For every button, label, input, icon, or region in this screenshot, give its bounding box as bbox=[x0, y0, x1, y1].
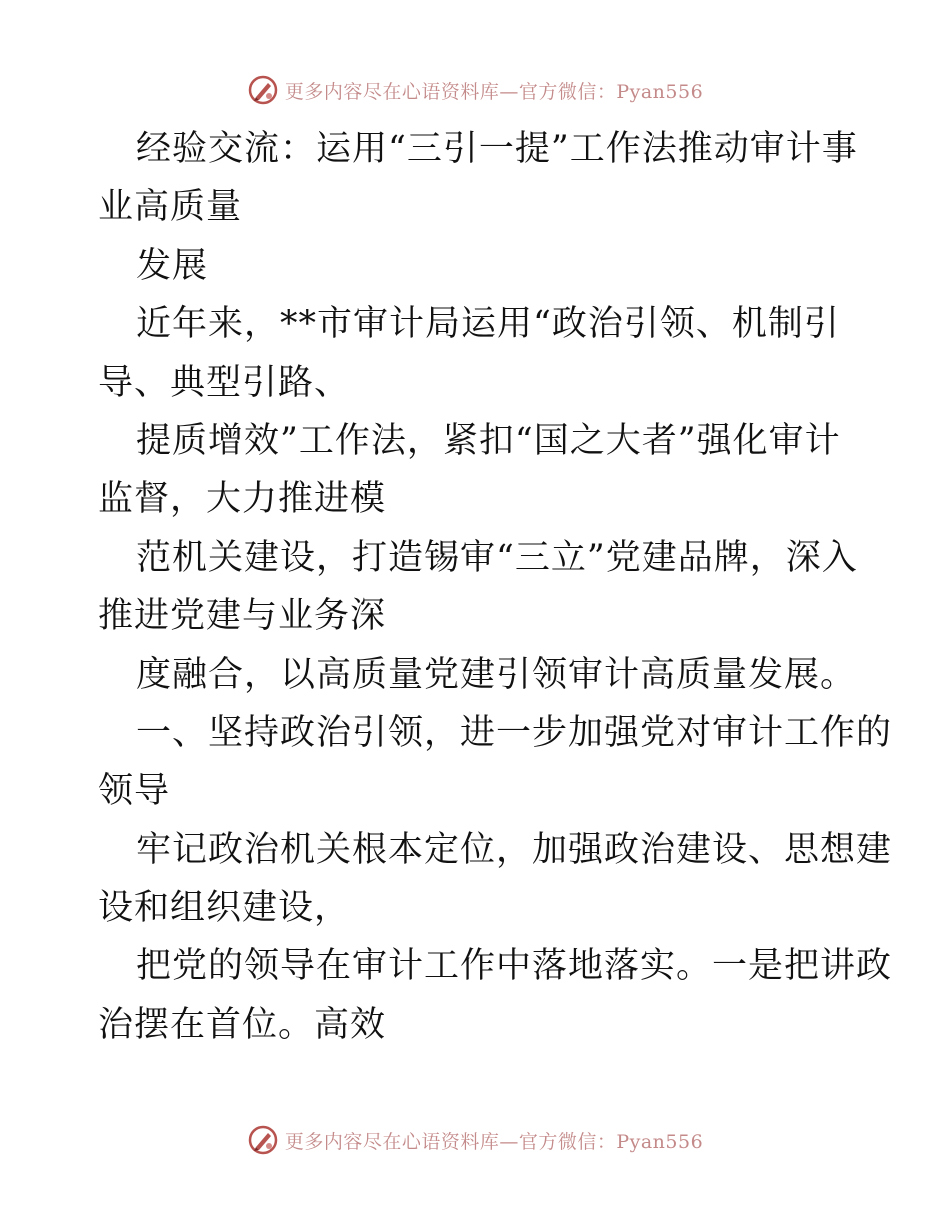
document-line: 导、典型引路、 bbox=[98, 362, 351, 403]
document-line: 监督，大力推进模 bbox=[98, 479, 387, 520]
document-line: 提质增效”工作法，紧扣“国之大者”强化审计 bbox=[136, 420, 841, 461]
document-line: 范机关建设，打造锡审“三立”党建品牌，深入 bbox=[136, 537, 858, 578]
document-line: 经验交流：运用“三引一提”工作法推动审计事 bbox=[136, 129, 858, 169]
document-line: 业高质量 bbox=[98, 187, 243, 228]
document-line: 度融合，以高质量党建引领审计高质量发展。 bbox=[136, 654, 857, 695]
header-banner-text: 更多内容尽在心语资料库—官方微信：Pyan556 bbox=[284, 80, 704, 103]
document-line: 领导 bbox=[98, 771, 171, 812]
document-line: 把党的领导在审计工作中落地落实。一是把讲政 bbox=[136, 946, 893, 987]
document-line: 一、坚持政治引领，进一步加强党对审计工作的 bbox=[136, 712, 893, 753]
footer-banner bbox=[0, 1120, 950, 1160]
document-line: 治摆在首位。高效 bbox=[98, 1004, 387, 1045]
document-line: 推进党建与业务深 bbox=[98, 596, 387, 637]
header-banner bbox=[0, 70, 950, 110]
document-line: 近年来，**市审计局运用“政治引领、机制引 bbox=[136, 304, 840, 345]
header-banner-inner bbox=[247, 74, 703, 106]
footer-banner-text: 更多内容尽在心语资料库—官方微信：Pyan556 bbox=[284, 1130, 704, 1153]
document-body bbox=[98, 120, 893, 1054]
document-line: 发展 bbox=[136, 245, 209, 286]
document-line: 牢记政治机关根本定位，加强政治建设、思想建 bbox=[136, 829, 893, 870]
pen-logo-icon bbox=[247, 1124, 279, 1156]
pen-logo-icon bbox=[247, 74, 279, 106]
footer-banner-inner bbox=[247, 1124, 703, 1156]
document-line: 设和组织建设， bbox=[98, 888, 351, 929]
